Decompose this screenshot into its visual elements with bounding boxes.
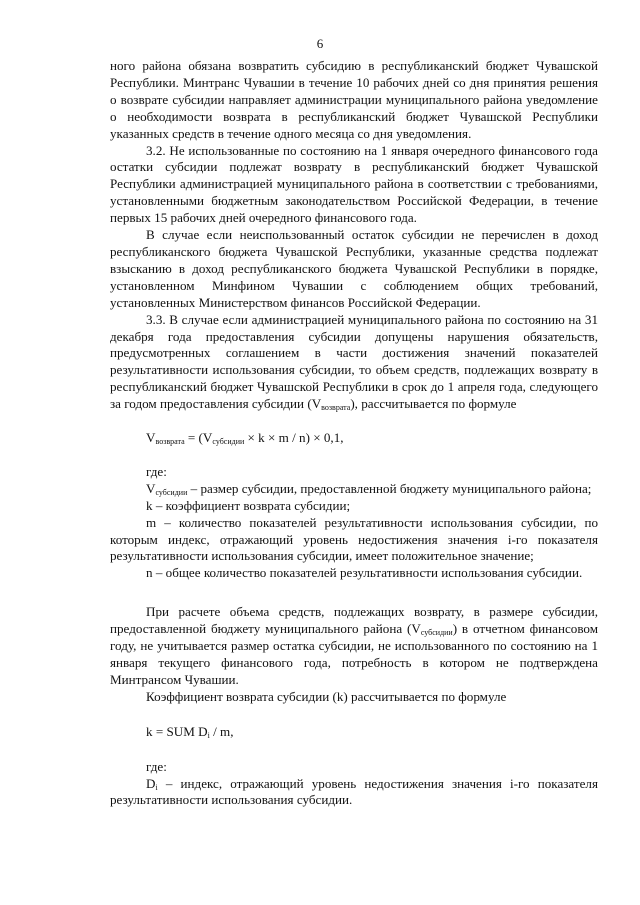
paragraph-unreturned-balance: В случае если неиспользованный остаток субсидии не перечислен в доход республиканского бюджета Чувашской Республики, указанные средства подлежат взысканию в доход республиканского бюджета Чувашской Республики в порядке, установленном Минфином Чувашии с соблюдением общих требований, установленных Министерством финансов Российской Федерации. [110, 227, 598, 310]
formula-coefficient-end: / m, [209, 723, 234, 739]
definition-d-subscript: i [155, 782, 158, 792]
calculation-note-subscript: субсидии [420, 628, 453, 638]
definition-m: m – количество показателей результативности использования субсидии, по которым индекс, отражающий уровень недостижения значения i-го показателя результативности использования субсидии, имеет положительное значение; [110, 514, 598, 564]
formula-v: V [146, 430, 156, 446]
calculation-note-start: При расчете объема средств, подлежащих возврату, в размере субсидии, предоставленной бюджету муниципального района (V [110, 604, 598, 637]
page-number: 6 [316, 36, 324, 51]
paragraph-coefficient-intro: Коэффициент возврата субсидии (k) рассчитывается по формуле [146, 688, 507, 704]
paragraph-3-3-start: 3.3. В случае если администрацией муниципального района по состоянию на 31 декабря года предоставления субсидии допущены нарушения обязательств, предусмотренных соглашением в части достижения значений показателей результативности использования субсидии, то объем средств, подлежащих возврату в республиканский бюджет Чувашской Республики в срок до 1 апреля года, следующего за годом предоставления субсидии (V [110, 311, 598, 412]
spacer [110, 413, 598, 430]
definition-v-text: – размер субсидии, предоставленной бюджету муниципального района; [187, 480, 592, 496]
paragraph-3-3-end: ), рассчитывается по формуле [350, 396, 517, 412]
formula-coefficient [110, 724, 598, 741]
definition-d [110, 776, 598, 810]
spacer [110, 706, 598, 724]
where-label: где: [146, 463, 167, 479]
definition-k: k – коэффициент возврата субсидии; [146, 497, 351, 513]
paragraph-return-obligation: ного района обязана возвратить субсидию в республиканский бюджет Чувашской Республики. Минтранс Чувашии в течение 10 рабочих дней со дня принятия решения о возврате субсидии направляет администрации муниципального района уведомление о необходимости возврата в республиканский бюджет Чувашской Республики указанных средств в течение одного месяца со дня уведомления. [110, 58, 598, 141]
definition-d-symbol: D [146, 775, 156, 791]
formula-coefficient-start: k = SUM D [146, 723, 208, 739]
paragraph-3-3 [110, 312, 598, 413]
spacer [110, 582, 598, 604]
formula-middle: = (V [184, 430, 213, 446]
calculation-note-end: ) в отчетном финансовом году, не учитывается размер остатка субсидии, не использованного по состоянию на 1 января текущего финансового года, потребность в котором не подтверждена Минтрансом Чувашии. [110, 621, 598, 687]
paragraph-3-2: 3.2. Не использованные по состоянию на 1 января очередного финансового года остатки субсидии подлежат возврату в республиканский бюджет Чувашской Республики администрацией муниципального района в соответствии с требованиями, установленными бюджетным законодательством Российской Федерации, в течение первых 15 рабочих дней очередного финансового года. [110, 142, 598, 226]
formula-subsidy-subscript: субсидии [212, 437, 245, 447]
definition-v-symbol: V [146, 480, 156, 496]
where-label-2: где: [146, 758, 167, 774]
definition-n: n – общее количество показателей результативности использования субсидии. [146, 565, 583, 581]
paragraph-calculation-note [110, 604, 598, 689]
formula-return-amount [110, 430, 598, 447]
definition-d-text: – индекс, отражающий уровень недостижения значения i-го показателя результативности использования субсидии. [110, 775, 598, 808]
spacer [110, 447, 598, 464]
spacer [110, 741, 598, 759]
definition-v-subscript: субсидии [155, 487, 188, 497]
paragraph-3-3-subscript: возврата [321, 403, 351, 413]
formula-coefficient-subscript: i [207, 730, 210, 740]
document-body [110, 58, 598, 809]
formula-end: × k × m / n) × 0,1, [244, 430, 344, 446]
definition-v-subsidy [110, 481, 598, 498]
formula-v-subscript: возврата [155, 437, 185, 447]
